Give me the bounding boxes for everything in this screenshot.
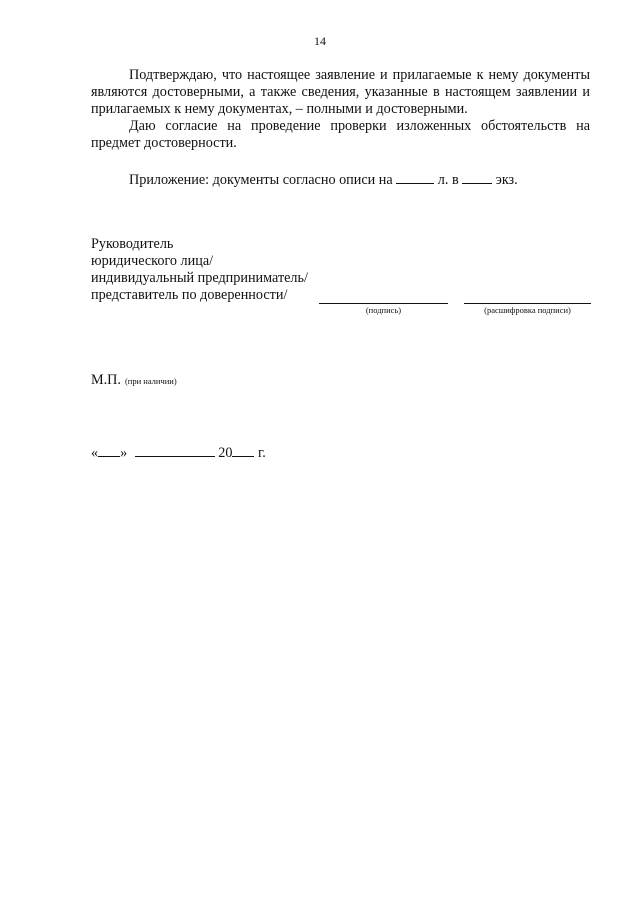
sheets-suffix: л. в <box>437 172 459 188</box>
copies-count-field[interactable] <box>462 170 492 184</box>
signature-field[interactable] <box>319 302 448 304</box>
stamp-placeholder <box>91 372 177 389</box>
month-field[interactable] <box>135 443 215 457</box>
signer-line-legal-entity: юридического лица/ <box>91 253 214 269</box>
attachment-prefix: Приложение: документы согласно описи на <box>129 172 393 188</box>
signature-caption: (подпись) <box>365 305 402 315</box>
signer-line-representative: представитель по доверенности/ <box>91 287 288 303</box>
attachment-line <box>91 170 590 189</box>
sheets-count-field[interactable] <box>396 170 434 184</box>
day-field[interactable] <box>98 443 120 457</box>
year-field[interactable] <box>232 443 254 457</box>
year-suffix: г. <box>258 445 266 461</box>
confirmation-paragraph <box>91 67 590 118</box>
consent-text: Даю согласие на проведение проверки изложенных обстоятельств на предмет достоверности. <box>91 118 590 151</box>
stamp-note: (при наличии) <box>124 376 177 386</box>
year-prefix: 20 <box>218 445 233 461</box>
page-number: 14 <box>314 34 326 48</box>
date-open-quote: « <box>91 445 99 461</box>
signer-line-entrepreneur: индивидуальный предприниматель/ <box>91 270 308 286</box>
signer-block <box>91 236 308 304</box>
copies-suffix: экз. <box>495 172 518 188</box>
stamp-label: М.П. <box>91 372 121 388</box>
date-close-quote: » <box>120 445 128 461</box>
date-line <box>91 443 266 462</box>
consent-paragraph <box>91 118 590 152</box>
confirmation-text: Подтверждаю, что настоящее заявление и прилагаемые к нему документы являются достоверными, а также сведения, указанные в настоящем заявлении и прилагаемых к нему документах, – полными и достоверными. <box>91 67 590 117</box>
signature-decode-field[interactable] <box>464 302 591 304</box>
signature-decode-caption: (расшифровка подписи) <box>484 305 571 315</box>
signer-line-head: Руководитель <box>91 236 174 252</box>
